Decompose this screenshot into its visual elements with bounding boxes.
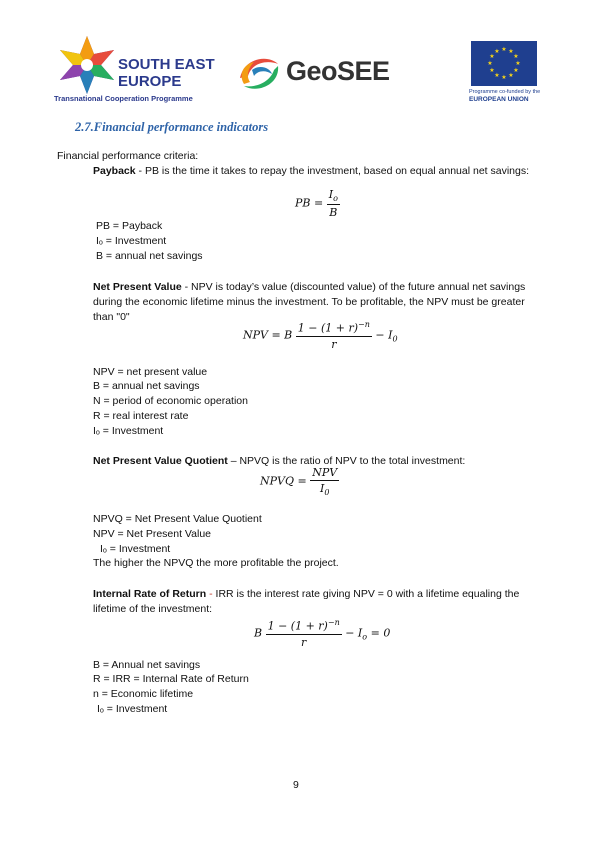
svg-text:★: ★ [515,60,521,67]
irr-term: Internal Rate of Return [93,588,207,600]
npv-legend-n: N = period of economic operation [93,395,248,407]
eu-name-text: EUROPEAN UNION [469,96,529,103]
irr-desc: IRR is the interest rate giving NPV = 0 with a lifetime equaling the lifetime of the investment: [93,588,520,615]
svg-text:★: ★ [513,67,519,74]
payback-legend-b: B = annual net savings [96,250,203,262]
npv-equation: NPV = B $\frac{1 - (1 + r)^{-n}}{r}$ − $I_0$ [243,320,398,351]
svg-text:★: ★ [508,72,514,79]
npvq-term: Net Present Value Quotient [93,455,228,467]
svg-text:★: ★ [494,48,500,55]
npvq-note: The higher the NPVQ the more profitable the project. [93,557,339,569]
npv-legend-b: B = annual net savings [93,380,200,392]
irr-legend-io: Iₒ = Investment [97,703,168,715]
see-logo [56,34,231,104]
irr-dash: - [206,588,216,600]
npvq-legend-npvq: NPVQ = Net Present Value Quotient [93,513,262,525]
irr-legend-n: n = Economic lifetime [93,688,194,700]
svg-text:★: ★ [513,53,519,60]
svg-text:★: ★ [508,48,514,55]
see-star-icon [56,34,118,96]
payback-desc: - PB is the time it takes to repay the investment, based on equal annual net savings: [135,165,530,177]
see-subtitle: Transnational Cooperation Programme [54,94,193,103]
eu-logo [469,41,541,116]
criteria-intro: Financial performance criteria: [57,150,199,162]
eu-cofunded-text: Programme co-funded by the [469,89,541,95]
svg-text:★: ★ [494,72,500,79]
page-number: 9 [293,779,299,791]
irr-equation: B $\frac{1 - (1 + r)^{-n}}{r}$ − $I_o = 0$ [254,618,391,649]
npvq-desc: – NPVQ is the ratio of NPV to the total investment: [227,455,466,467]
npv-legend-npv: NPV = net present value [93,366,208,378]
see-title-line1: SOUTH EAST [118,56,215,73]
payback-term: Payback [93,165,136,177]
npv-desc: - NPV is today’s value (discounted value) of the future annual net savings during the economic lifetime minus the investment. To be profitable, the NPV must be greater than "0" [93,281,526,323]
npvq-legend-io: Iₒ = Investment [100,543,171,555]
payback-legend-pb: PB = Payback [96,220,163,232]
npv-term: Net Present Value [93,281,182,293]
geosee-logo-text: GeoSEE [286,56,390,86]
section-heading: 2.7.Financial performance indicators [75,120,269,134]
svg-text:★: ★ [501,74,507,81]
eu-flag-icon [471,41,537,86]
svg-text:★: ★ [489,53,495,60]
geosee-swirl-icon [234,48,282,96]
npvq-legend-npv: NPV = Net Present Value [93,528,211,540]
npvq-equation: NPVQ = $\frac{\text{NPV}}{I_0}$ [260,466,338,498]
npv-legend-r: R = real interest rate [93,410,189,422]
irr-paragraph [93,587,543,617]
irr-legend-b: B = Annual net savings [93,659,201,671]
payback-equation: PB = $\frac{I_o}{B}$ [295,188,338,220]
see-title-line2: EUROPE [118,73,182,90]
npv-legend-io: Iₒ = Investment [93,425,164,437]
svg-text:★: ★ [501,46,507,53]
irr-legend-r: R = IRR = Internal Rate of Return [93,673,249,685]
svg-text:★: ★ [487,60,493,67]
svg-text:★: ★ [489,67,495,74]
payback-paragraph [93,164,533,179]
npv-paragraph [93,280,543,325]
payback-legend-io: Iₒ = Investment [96,235,167,247]
